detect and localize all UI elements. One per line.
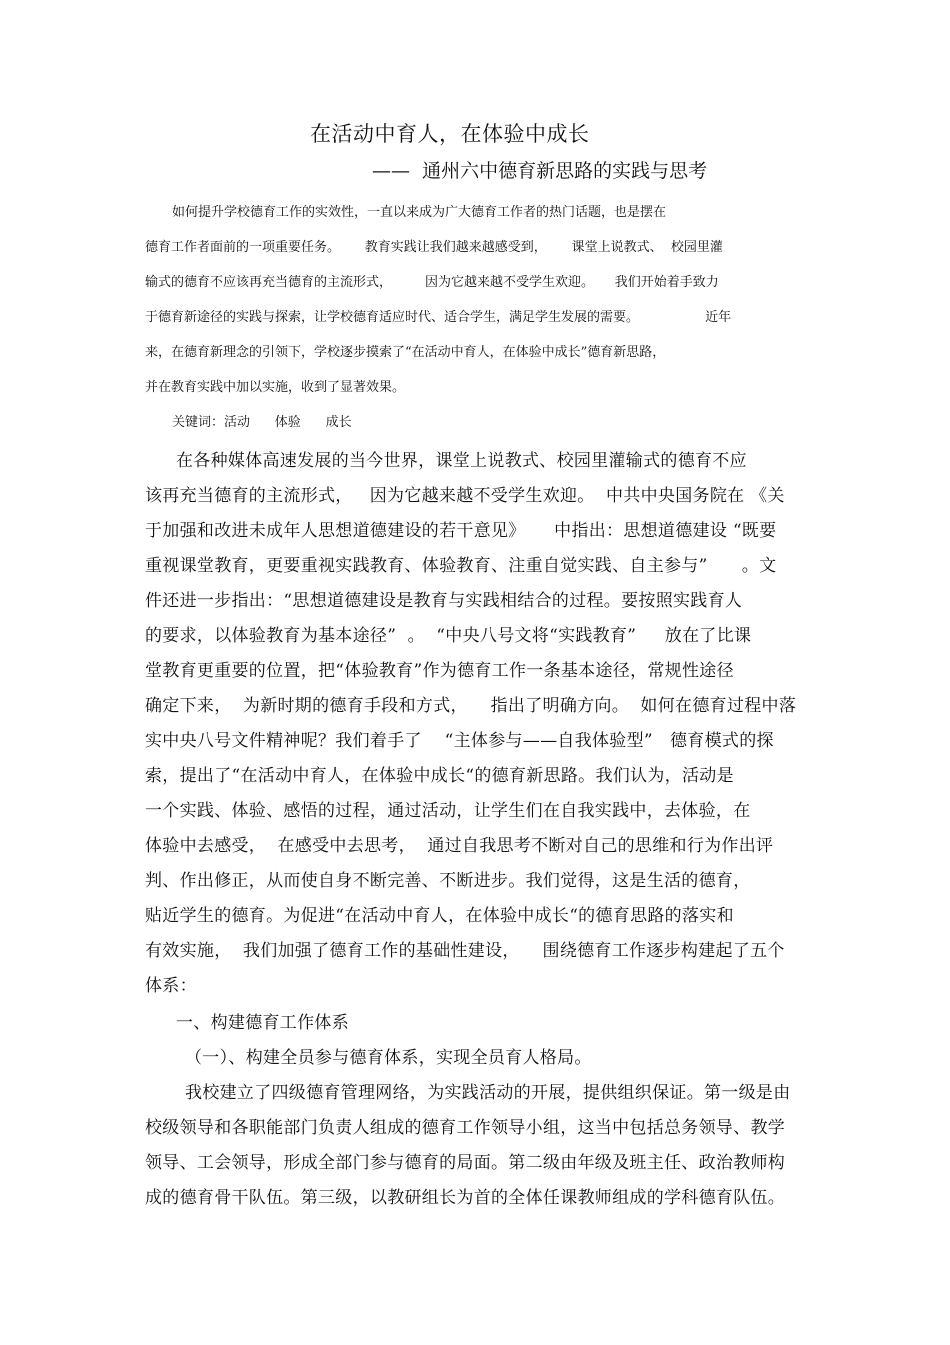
body-line: 一个实践、体验、感悟的过程，通过活动，让学生们在自我实践中，去体验，在 <box>145 801 751 821</box>
body-line: 确定下来， 为新时期的德育手段和方式， 指出了明确方向。 如何在德育过程中落 <box>145 696 797 716</box>
abstract-line: 来，在德育新理念的引领下，学校逐步摸索了“在活动中育人，在体验中成长”德育新思路， <box>145 345 666 360</box>
page-subtitle: —— 通州六中德育新思路的实践与思考 <box>372 160 708 182</box>
abstract-line: 输式的德育不应该再充当德育的主流形式， 因为它越来越不受学生欢迎。 我们开始着手致力 <box>145 275 719 290</box>
body-line: 领导、工会领导，形成全部门参与德育的局面。第二级由年级及班主任、政治教师构 <box>145 1153 786 1173</box>
body-line: 重视课堂教育，更要重视实践教育、体验教育、注重自觉实践、自主参与” 。文 <box>145 556 777 576</box>
body-line: 在各种媒体高速发展的当今世界，课堂上说教式、校园里灌输式的德育不应 <box>176 451 747 471</box>
body-line: 索，提出了“在活动中育人，在体验中成长“的德育新思路。我们认为，活动是 <box>145 766 734 786</box>
abstract-line: 并在教育实践中加以实施，收到了显著效果。 <box>145 380 406 395</box>
body-line: 该再充当德育的主流形式， 因为它越来越不受学生欢迎。 中共中央国务院在 《关 <box>145 486 785 506</box>
body-line: 堂教育更重要的位置，把“体验教育”作为德育工作一条基本途径，常规性途径 <box>145 661 734 681</box>
abstract-line: 德育工作者面前的一项重要任务。 教育实践让我们越来越感受到， 课堂上说教式、 校园里灌 <box>145 240 723 255</box>
body-line: 判、作出修正，从而使自身不断完善、不断进步。我们觉得，这是生活的德育， <box>145 871 751 891</box>
body-line: 体验中去感受， 在感受中去思考， 通过自我思考不断对自己的思维和行为作出评 <box>145 836 774 856</box>
page-title: 在活动中育人，在体验中成长 <box>310 122 590 146</box>
body-line: 有效实施， 我们加强了德育工作的基础性建设， 围绕德育工作逐步构建起了五个 <box>145 941 785 961</box>
body-line: 校级领导和各职能部门负责人组成的德育工作领导小组，这当中包括总务领导、教学 <box>145 1118 786 1138</box>
body-line: 我校建立了四级德育管理网络，为实践活动的开展，提供组织保证。第一级是由 <box>185 1083 791 1103</box>
body-line: 件还进一步指出：“思想道德建设是教育与实践相结合的过程。要按照实践育人 <box>145 591 743 611</box>
abstract-line: 如何提升学校德育工作的实效性，一直以来成为广大德育工作者的热门话题，也是摆在 <box>172 205 667 220</box>
body-line: 实中央八号文件精神呢？我们着手了 “主体参与——自我体验型” 德育模式的探 <box>145 731 774 751</box>
body-line: 的要求，以体验教育为基本途径” 。 “中央八号文将“实践教育” 放在了比课 <box>145 626 752 646</box>
section-heading: 一、构建德育工作体系 <box>176 1013 349 1033</box>
abstract-line: 于德育新途径的实践与探索，让学校德育适应时代、适合学生，满足学生发展的需要。 近年 <box>145 310 732 325</box>
keywords: 关键词：活动 体验 成长 <box>172 415 352 430</box>
body-line: 于加强和改进未成年人思想道德建设的若干意见》 中指出：思想道德建设 “既要 <box>145 521 777 541</box>
subsection-heading: （一）、构建全员参与德育体系，实现全员育人格局。 <box>185 1048 592 1068</box>
body-line: 成的德育骨干队伍。第三级，以教研组长为首的全体任课教师组成的学科德育队伍。 <box>145 1188 786 1208</box>
body-line: 贴近学生的德育。为促进“在活动中育人，在体验中成长“的德育思路的落实和 <box>145 906 734 926</box>
body-line: 体系： <box>145 976 197 996</box>
